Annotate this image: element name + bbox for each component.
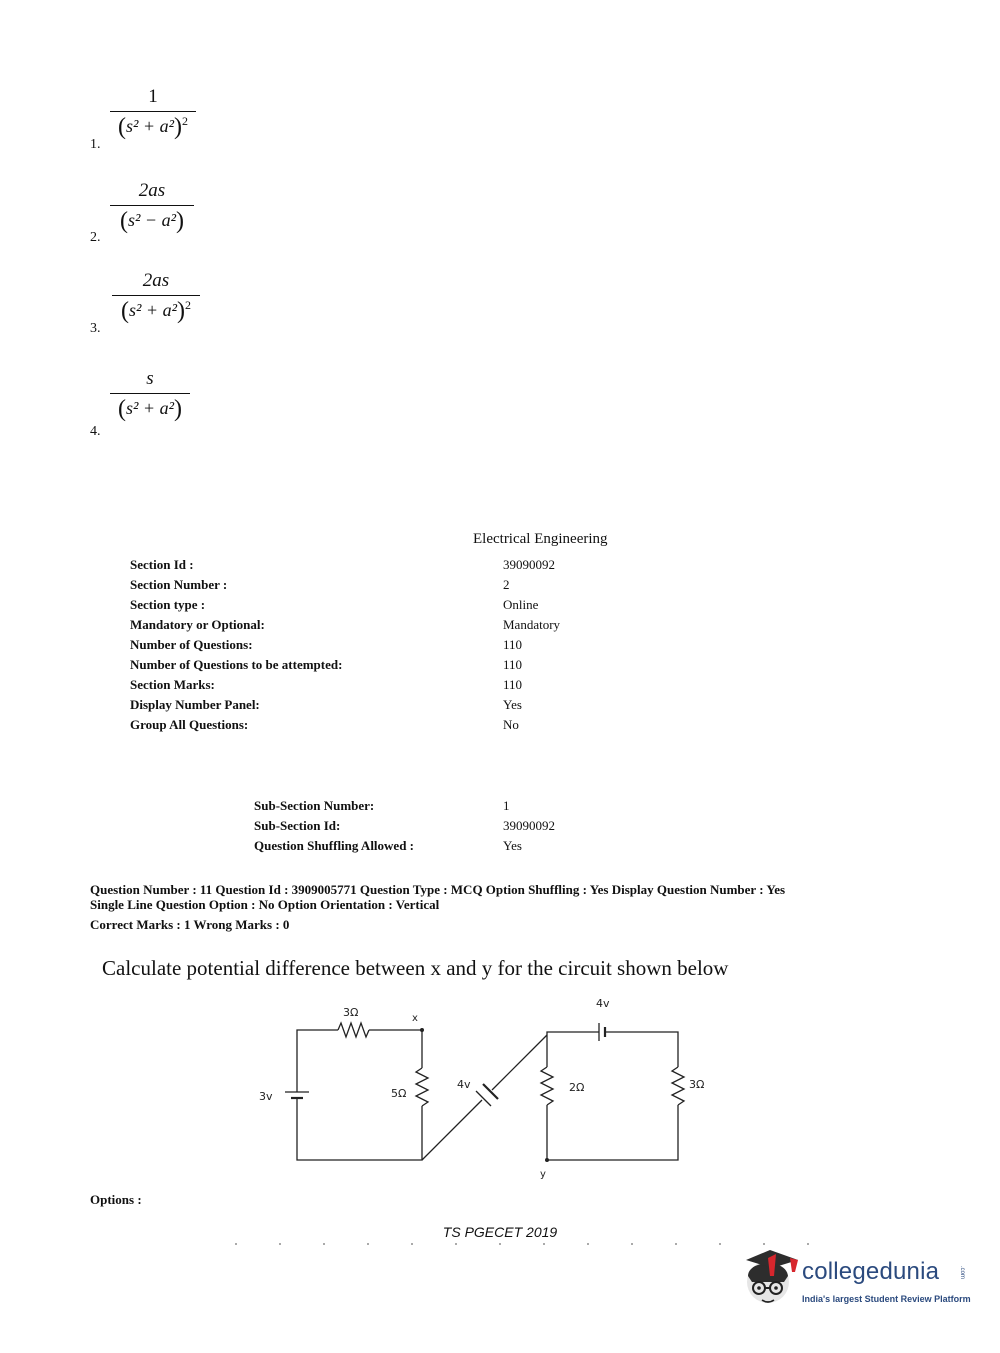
footer-dotted-line [235,1242,825,1246]
denominator-power: 2 [184,298,191,312]
subsection-number-label: Sub-Section Number: [254,798,375,813]
graduation-cap-mascot-icon [740,1246,802,1316]
display-panel-label: Display Number Panel: [130,697,260,712]
brand-name: collegedunia [802,1258,940,1285]
option-number: 4. [90,424,101,439]
group-all-label: Group All Questions: [130,717,249,732]
fraction: 2as (s² − a²) [110,180,194,235]
subsection-id-label: Sub-Section Id: [254,818,341,833]
numerator: s [146,368,154,389]
display-panel-value: Yes [503,697,522,712]
num-questions-value: 110 [503,637,523,652]
shuffling-value: Yes [503,838,522,853]
fraction: 1 $(s^2 + a^2)^2$ [110,86,196,141]
circuit-source-left-label: 3v [259,1090,273,1103]
num-attempt-label: Number of Questions to be attempted: [130,657,343,672]
option-number: 1. [90,137,101,152]
denominator: s² + a² [129,300,177,320]
circuit-r1-label: 3Ω [343,1006,359,1019]
circuit-node-y: y [540,1169,546,1180]
circuit-source-diag-label: 4v [457,1078,471,1091]
section-type-value: Online [503,597,539,612]
section-number-value: 2 [503,577,510,592]
numerator: 2as [138,180,166,201]
fraction: 2as $(s^2 + a^2)^2$ [112,270,200,325]
numerator: 1 [148,86,158,107]
footer-exam-name: TS PGECET 2019 [442,1224,558,1240]
denominator: s² + a² [126,398,174,418]
section-type-label: Section type : [130,597,206,612]
circuit-r3-label: 2Ω [569,1081,585,1094]
question-marks: Correct Marks : 1 Wrong Marks : 0 [90,917,290,932]
section-title: Electrical Engineering [473,531,608,547]
group-all-value: No [503,717,519,732]
section-id-value: 39090092 [503,557,555,572]
numerator: 2as [142,270,170,291]
question-text: Calculate potential difference between x and y for the circuit shown below [102,956,729,980]
circuit-r2-label: 5Ω [391,1087,407,1100]
subsection-number-value: 1 [503,798,510,813]
brand-suffix: .com [959,1266,965,1280]
section-number-label: Section Number : [130,577,228,592]
option-number: 2. [90,230,101,245]
collegedunia-logo[interactable] [740,1246,970,1316]
section-marks-label: Section Marks: [130,677,215,692]
question-meta-line-1: Question Number : 11 Question Id : 3909005771 Question Type : MCQ Option Shuffling : Yes Display Question Number : Yes [90,882,786,897]
section-marks-value: 110 [503,677,523,692]
subsection-id-value: 39090092 [503,818,555,833]
shuffling-label: Question Shuffling Allowed : [254,838,415,853]
section-id-label: Section Id : [130,557,194,572]
brand-tagline: India's largest Student Review Platform [802,1294,971,1304]
denominator: s² − a² [128,210,176,230]
circuit-source-top-label: 4v [596,997,610,1010]
fraction: s (s² + a²) [110,368,190,423]
circuit-r4-label: 3Ω [689,1078,705,1091]
denominator-power: 2 [181,114,188,128]
denominator: s² + a² [126,116,174,136]
mandatory-label: Mandatory or Optional: [130,617,265,632]
question-meta-line-2: Single Line Question Option : No Option Orientation : Vertical [90,897,440,912]
option-number: 3. [90,321,101,336]
mandatory-value: Mandatory [503,617,561,632]
num-attempt-value: 110 [503,657,523,672]
circuit-node-x: x [412,1013,418,1024]
options-label: Options : [90,1192,142,1207]
num-questions-label: Number of Questions: [130,637,253,652]
circuit-diagram [250,990,720,1185]
